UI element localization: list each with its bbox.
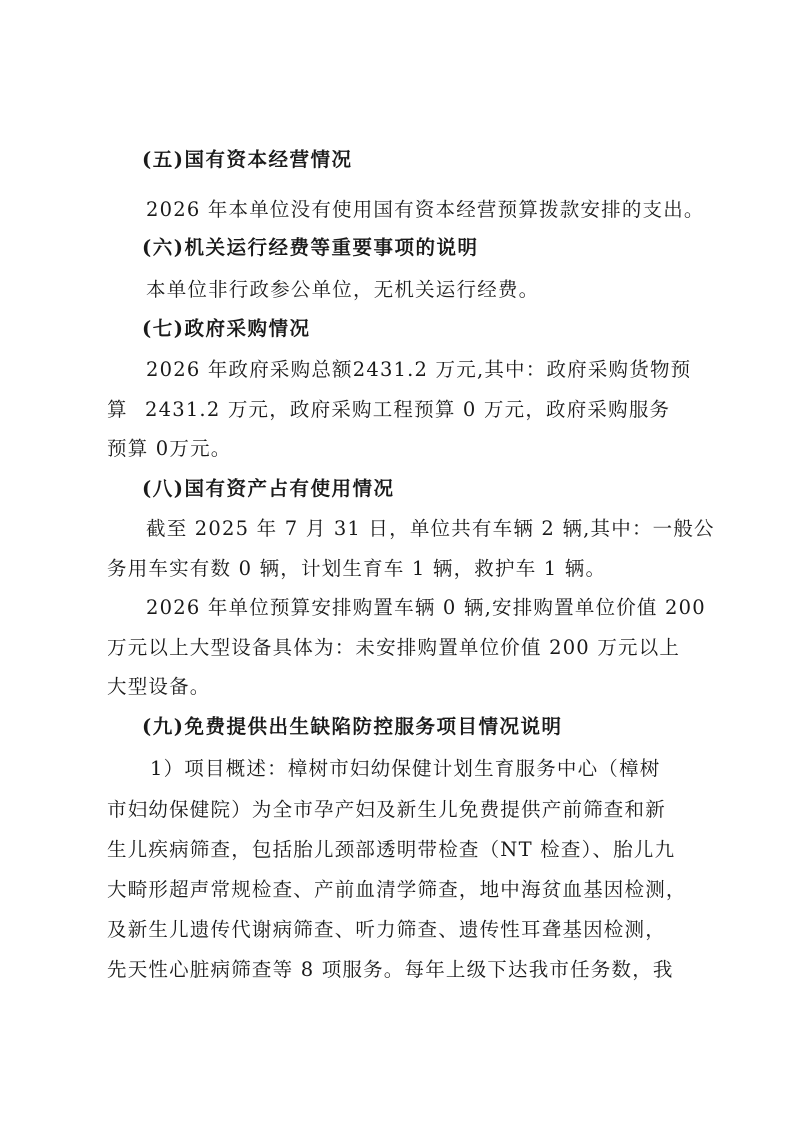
section-heading-6: (六)机关运行经费等重要事项的说明 [142,236,479,259]
paragraph-line: 及新生儿遗传代谢病筛查、听力筛查、遗传性耳聋基因检测， [107,918,666,941]
paragraph-line: 2026 年本单位没有使用国有资本经营预算拨款安排的支出。 [146,198,705,221]
paragraph-line: 生儿疾病筛查，包括胎儿颈部透明带检查（NT 检查）、胎儿九 [107,838,676,861]
paragraph-line: 务用车实有数 0 辆，计划生育车 1 辆，救护车 1 辆。 [107,557,607,580]
paragraph-line: 本单位非行政参公单位，无机关运行经费。 [146,278,540,301]
paragraph-line: 市妇幼保健院）为全市孕产妇及新生儿免费提供产前筛查和新 [107,798,666,821]
paragraph-line: 2026 年政府采购总额2431.2 万元,其中：政府采购货物预 [146,358,692,381]
section-heading-7: (七)政府采购情况 [142,317,311,340]
paragraph-line: 先天性心脏病筛查等 8 项服务。每年上级下达我市任务数，我 [107,958,674,981]
section-heading-5: (五)国有资本经营情况 [142,148,353,171]
section-heading-9: (九)免费提供出生缺陷防控服务项目情况说明 [142,715,563,738]
paragraph-line: 截至 2025 年 7 月 31 日，单位共有车辆 2 辆,其中：一般公 [146,517,715,540]
paragraph-line: 预算 0万元。 [107,437,232,460]
paragraph-line: 大畸形超声常规检查、产前血清学筛查，地中海贫血基因检测， [107,878,687,901]
paragraph-line: 2026 年单位预算安排购置车辆 0 辆,安排购置单位价值 200 [146,596,706,619]
section-heading-8: (八)国有资产占有使用情况 [142,477,395,500]
paragraph-line-prefix: 算 [107,398,128,421]
paragraph-line: 大型设备。 [107,675,211,698]
paragraph-line: 1）项目概述：樟树市妇幼保健计划生育服务中心（樟树 [150,757,661,780]
paragraph-line: 2431.2 万元，政府采购工程预算 0 万元，政府采购服务 [145,398,671,421]
paragraph-line: 万元以上大型设备具体为：未安排购置单位价值 200 万元以上 [107,636,681,659]
